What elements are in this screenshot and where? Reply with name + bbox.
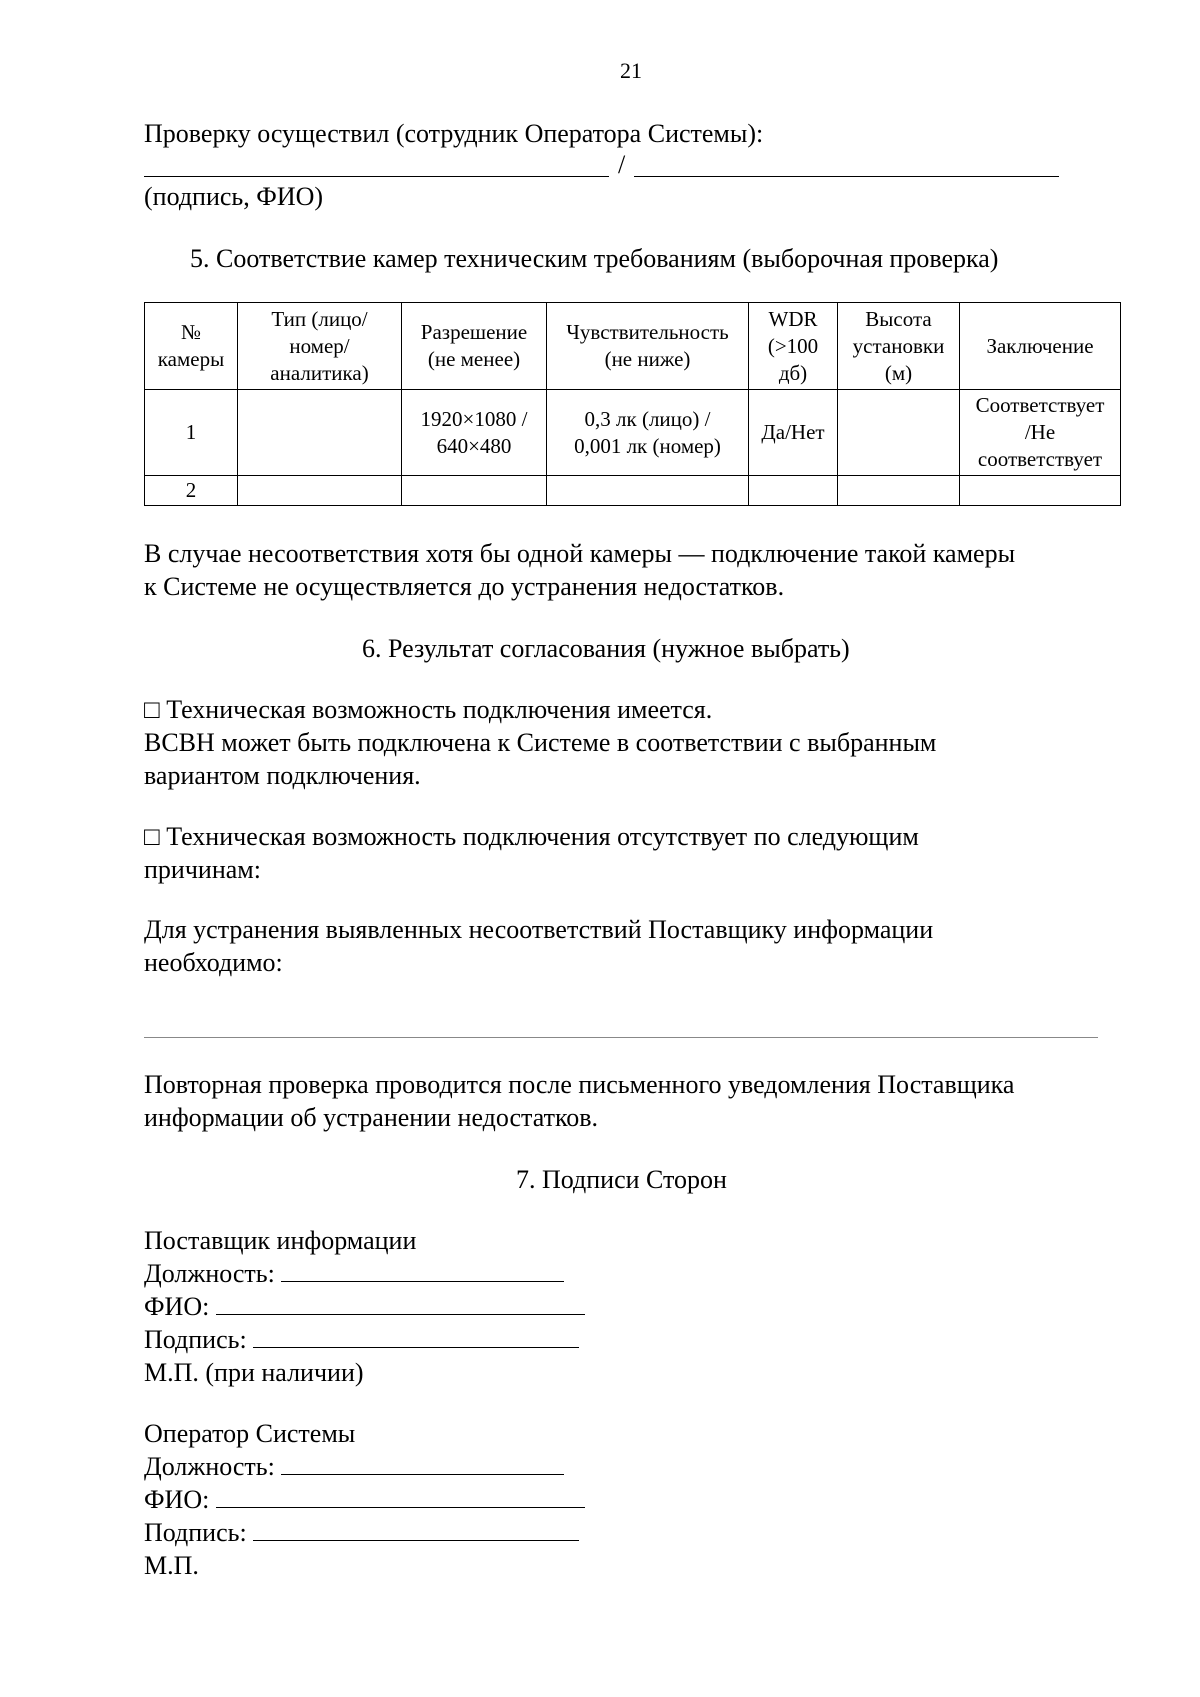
header-cell: Высота установки (м) (838, 303, 960, 390)
section5-note-line-2: к Системе не осуществляется до устранения недостатков. (144, 572, 785, 601)
header-cell: Тип (лицо/ номер/ аналитика) (238, 303, 402, 390)
operator-position-label: Должность: (144, 1452, 275, 1481)
supplier-signature-line (253, 1323, 579, 1348)
table-cell (960, 476, 1121, 506)
recheck-line-1: Повторная проверка проводится после письменного уведомления Поставщика (144, 1070, 1015, 1099)
table-cell: 1 (145, 390, 238, 476)
cameras-table (144, 302, 1121, 506)
operator-party-label: Оператор Системы (144, 1419, 356, 1448)
table-cell (402, 476, 547, 506)
fill-in-line (144, 1037, 1098, 1038)
operator-signature-label: Подпись: (144, 1518, 247, 1547)
supplier-name-row (144, 1290, 585, 1323)
operator-name-label: ФИО: (144, 1485, 210, 1514)
header-cell: Разрешение (не менее) (402, 303, 547, 390)
inspection-heading: Проверку осуществил (сотрудник Оператора Системы): (144, 119, 764, 148)
operator-position-line (281, 1450, 564, 1475)
section6-title: 6. Результат согласования (нужное выбрать) (362, 634, 850, 663)
supplier-signature-label: Подпись: (144, 1325, 247, 1354)
supplier-name-label: ФИО: (144, 1292, 210, 1321)
section7-title: 7. Подписи Сторон (516, 1165, 727, 1194)
table-cell (547, 476, 749, 506)
table-cell: 1920×1080 / 640×480 (402, 390, 547, 476)
inspector-name-line (634, 150, 1059, 177)
header-cell: WDR (>100 дб) (749, 303, 838, 390)
supplier-position-row (144, 1257, 564, 1290)
header-cell: Чувствительность (не ниже) (547, 303, 749, 390)
recheck-line-2: информации об устранении недостатков. (144, 1103, 599, 1132)
supplier-position-label: Должность: (144, 1259, 275, 1288)
fix-instructions-line-2: необходимо: (144, 948, 283, 977)
table-cell (838, 476, 960, 506)
table-cell: Соответствует /Не соответствует (960, 390, 1121, 476)
option-absent-line-1: □ Техническая возможность подключения отсутствует по следующим (144, 822, 919, 851)
supplier-name-line (216, 1290, 585, 1315)
section5-title: 5. Соответствие камер техническим требованиям (выборочная проверка) (190, 244, 999, 273)
table-cell: Да/Нет (749, 390, 838, 476)
operator-signature-line (253, 1516, 579, 1541)
table-cell (238, 390, 402, 476)
operator-signature-row (144, 1516, 579, 1549)
inspection-caption: (подпись, ФИО) (144, 182, 324, 211)
page-number: 21 (620, 58, 642, 83)
option-available-line-3: вариантом подключения. (144, 761, 421, 790)
header-cell: Заключение (960, 303, 1121, 390)
option-absent-line-2: причинам: (144, 855, 261, 884)
supplier-seal-label: М.П. (при наличии) (144, 1358, 364, 1387)
table-cell (749, 476, 838, 506)
option-available-line-2: ВСВН может быть подключена к Системе в соответствии с выбранным (144, 728, 937, 757)
table-header-row (145, 303, 1121, 390)
table-cell: 2 (145, 476, 238, 506)
signature-separator: / (618, 150, 626, 179)
supplier-signature-row (144, 1323, 579, 1356)
table-row (145, 476, 1121, 506)
section5-note-line-1: В случае несоответствия хотя бы одной камеры — подключение такой камеры (144, 539, 1016, 568)
table-row (145, 390, 1121, 476)
table-cell (838, 390, 960, 476)
header-cell: № камеры (145, 303, 238, 390)
operator-name-row (144, 1483, 585, 1516)
fix-instructions-line-1: Для устранения выявленных несоответствий Поставщику информации (144, 915, 934, 944)
supplier-position-line (281, 1257, 564, 1282)
option-available-line-1: □ Техническая возможность подключения имеется. (144, 695, 713, 724)
supplier-party-label: Поставщик информации (144, 1226, 417, 1255)
table-cell: 0,3 лк (лицо) / 0,001 лк (номер) (547, 390, 749, 476)
table-cell (238, 476, 402, 506)
inspector-signature-line (144, 150, 609, 177)
operator-position-row (144, 1450, 564, 1483)
operator-name-line (216, 1483, 585, 1508)
operator-seal-label: М.П. (144, 1551, 199, 1580)
